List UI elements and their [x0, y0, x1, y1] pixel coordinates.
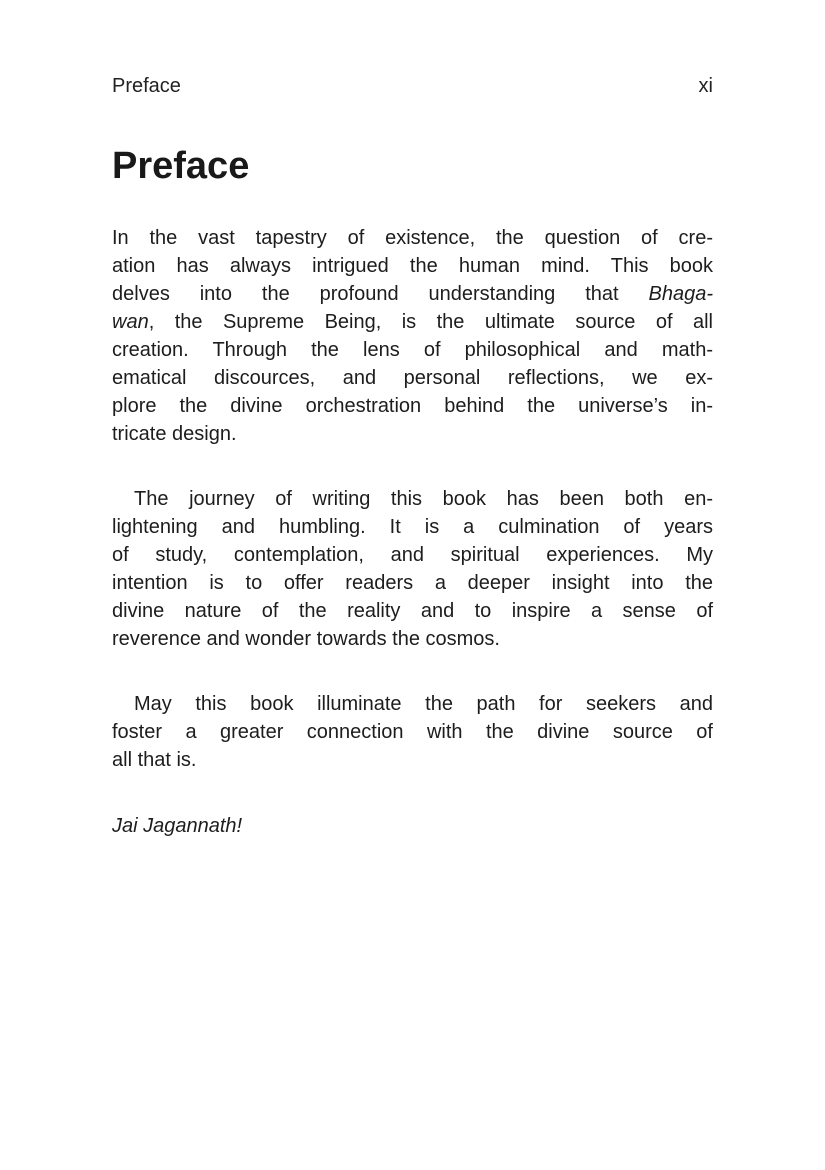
text-line: all that is.	[112, 749, 197, 771]
paragraph	[112, 224, 713, 448]
text-line: of study, contemplation, and spiritual experiences. My	[112, 544, 713, 566]
paragraph	[112, 485, 713, 653]
text-line: ematical discources, and personal reflections, we ex-	[112, 367, 713, 389]
text-line: foster a greater connection with the divine source of	[112, 721, 713, 743]
text-line: tricate design.	[112, 423, 237, 445]
closing-line: Jai Jagannath!	[112, 815, 243, 837]
text-line: ation has always intrigued the human mind. This book	[112, 255, 713, 277]
body-text	[112, 224, 713, 774]
text-line: May this book illuminate the path for seekers and	[134, 693, 713, 715]
text-line: wan, the Supreme Being, is the ultimate source of all	[112, 311, 713, 333]
page-header	[112, 73, 713, 99]
text-line: The journey of writing this book has been both en-	[134, 488, 713, 510]
text-line: lightening and humbling. It is a culmination of years	[112, 516, 713, 538]
text-line: In the vast tapestry of existence, the question of cre-	[112, 227, 713, 249]
text-line: intention is to offer readers a deeper insight into the	[112, 572, 713, 594]
running-title: Preface	[112, 75, 181, 97]
page-number: xi	[698, 75, 713, 97]
paragraph	[112, 690, 713, 774]
text-line: divine nature of the reality and to inspire a sense of	[112, 600, 713, 622]
chapter-title: Preface	[112, 145, 250, 187]
text-line: creation. Through the lens of philosophical and math-	[112, 339, 713, 361]
text-line: plore the divine orchestration behind the universe’s in-	[112, 395, 713, 417]
text-line: delves into the profound understanding that Bhaga-	[112, 283, 713, 305]
text-line: reverence and wonder towards the cosmos.	[112, 628, 500, 650]
